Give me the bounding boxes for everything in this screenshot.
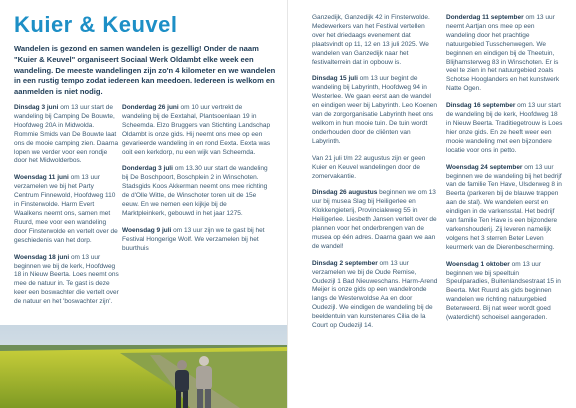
walk-date: Woensdag 11 juni [14, 174, 69, 182]
walk-date: Woensdag 9 juli [122, 226, 172, 234]
walk-date: Dinsdag 15 juli [312, 75, 358, 83]
walk-date: Woensdag 1 oktober [446, 260, 510, 268]
walk-text: om 13 uur zijn we te gast bij het Festival Hongerige Wolf. We verzamelen bij het buurthuis [122, 226, 265, 252]
walk-text: Van 21 juli t/m 22 augustus zijn er geen Kuier en Keuvel wandelingen door de zomervakantie. [312, 154, 426, 180]
walkers-photo [0, 325, 288, 408]
walk-entry [122, 165, 272, 218]
walk-text: om 13 uur neemt Aartjan ons mee op een wandeling door het prachtige natuurgebied Tusschenwegen. We beginnen en eindigen bij de Theetuin, Blijhamsterweg 83 in Winschoten. Er is veel te zien in het natuurgebied zoals Schotse Hooglanders en het kunstwerk Natte Ogen. [446, 14, 560, 93]
intro-text: Wandelen is gezond en samen wandelen is gezellig! Onder de naam "Kuier & Keuvel" organiseert Sociaal Werk Oldambt elke week een wandeling. De meeste wandelingen zijn zo'n 4 kilometer en we wandelen in een rustig tempo zodat iedereen kan meedoen. Iedereen is welkom en aanmelden is niet nodig. [14, 44, 276, 97]
walk-text: om 13 uur beginnen we de wandeling bij het bedrijf van de familie Ten Have, Ulsderweg 8 in Beerta (parkeren bij de blauwe trappen aan de stal). We wandelen eerst en eindigen in de varkensstal. Het bedrijf van familie Ten Have is een bijzondere varkenshouderij. Zij leveren namelijk volgens het 3 sterren Beter Leven keurmerk van de Dierenbescherming. [446, 163, 562, 251]
walk-entry [122, 227, 272, 254]
walk-entry [14, 174, 120, 245]
walk-date: Donderdag 26 juni [122, 104, 179, 111]
walk-text: om 13 uur begint de wandeling bij Labyrinth, Hoofdweg 94 in Westerlee. We gaan eerst aan de wandel en eindigen weer bij Labyrinth. Leo Koenen van de zorgorganisatie Labyrinth heet ons welkom in hun mooie tuin. De tuin wordt onderhouden door de cliënten van Labyrinth. [312, 75, 438, 145]
page-title: Kuier & Keuvel [14, 12, 178, 37]
walk-text: om 13 uur beginnen we bij speeltuin Speulparadies, Buitenlandsestraat 15 in Beerta. Met Ruurd als gids beginnen wandelen we richting natuurgebied Beterweerd. Bij nat weer wordt goed (waterdicht) schoeisel aangeraden. [446, 260, 561, 322]
walk-entry [312, 75, 438, 146]
right-page [288, 0, 576, 408]
walk-text: om 13.30 uur start de wandeling bij De Boschpoort, Boschplein 2 in Winschoten. Stadsgids Koos Akkerman neemt ons mee richting de d'Olle Witte, de Winschoter toren uit de 15e eeuw. En we nemen een kijkje bij de Marktpleinkerk, gebouwd in het jaar 1275. [122, 165, 268, 217]
walk-entry [122, 104, 272, 157]
walk-text: om 13 uur start de wandeling bij Camping De Bouwte, Hoofdweg 20A in Midwolda. Rommie Smids van De Bouwte laat ons de mooie camping zien. Daarna lopen we verder voor een rondje door het Midwolderbos. [14, 104, 119, 165]
walk-date: Dinsdag 26 augustus [312, 189, 378, 197]
walk-date: Dinsdag 2 september [312, 259, 378, 267]
walk-date: Woensdag 24 september [446, 163, 523, 171]
walk-entry [312, 260, 438, 331]
walk-text: om 10 uur vertrekt de wandeling bij de Eextahal, Plantsoenlaan 19 in Scheemda. Elzo Bruggers van Stichting Landschap Oldambt is onze gids. Hij neemt ons mee op een gevarieerde wandeling in en rond Eexta. Eexta was ooit een kerkdorp, nu een wijk van Scheemda. [122, 104, 271, 156]
walk-entry [446, 102, 564, 155]
walk-date: Dinsdag 16 september [446, 102, 516, 110]
walk-text: om 13 uur beginnen we bij de kerk, Hoofdweg 18 in Nieuw Beerta. Loes neemt ons mee de natuur in. Te gast is deze keer een boswachter die vertelt over de natuur en het 'boswachter zijn'. [14, 253, 119, 306]
walk-entry [446, 14, 564, 94]
walk-entry [14, 254, 120, 307]
walk-entry [14, 104, 120, 166]
walk-date: Donderdag 3 juli [122, 165, 173, 173]
walk-entry [446, 164, 564, 253]
walk-text: om 13 uur verzamelen we bij het Party Centrum Finnewold, Hoofdweg 110 in Finsterwolde. Harm Evert Waalkens neemt ons, samen met Ruurd, mee voor een wandeling door Finsterwolde en vertelt over de geschiedenis van het dorp. [14, 174, 118, 244]
walkers-photo-illustration [0, 325, 288, 408]
walk-entry [312, 189, 438, 251]
walk-text: beginnen we om 13 uur bij musea Slag bij Heiligerlee en Klokkengieterij, Provincialeweg 55 in Heiligerlee. Liesbeth Jansen vertelt over de plannen voor het onderbrengen van de musea op één adres. Daarna gaan we aan de wandel! [312, 189, 437, 250]
column-1 [14, 104, 120, 315]
walk-note [312, 155, 438, 182]
walk-text: om 13 uur verzamelen we bij de Oude Remise, Oudezijl 1 Bad Nieuweschans. Harm-Arend Meijer is onze gids op een wandelronde langs de Westerwoldse Aa en door Oudezijl. We eindigen de wandeling bij de beeldentuin van kunstenares Cilia de la Court op Oudezijl 14. [312, 259, 438, 330]
walk-entry [312, 14, 438, 67]
column-4 [446, 14, 564, 331]
walk-date: Donderdag 11 september [446, 14, 524, 21]
walk-date: Woensdag 18 juni [14, 253, 70, 261]
walk-text: Ganzedijk, Ganzedijk 42 in Finsterwolde. Medewerkers van het Festival vertellen over het driedaags evenement dat plaatsvindt op 11, 12 en 13 juli 2025. We wandelen van Ganzedijk naar het festivalterrein dat in opbouw is. [312, 14, 430, 66]
walk-entry [446, 261, 564, 323]
column-3 [312, 14, 438, 339]
walk-text: om 13 uur start de wandeling bij de kerk, Hoofdweg 18 in Nieuw Beerta. Traditiegetrouw is Loes hier onze gids. En ze heeft weer een mooie wandeling met een bijzondere locatie voor ons in petto. [446, 102, 563, 154]
walk-date: Dinsdag 3 juni [14, 104, 59, 111]
column-2 [122, 104, 272, 262]
